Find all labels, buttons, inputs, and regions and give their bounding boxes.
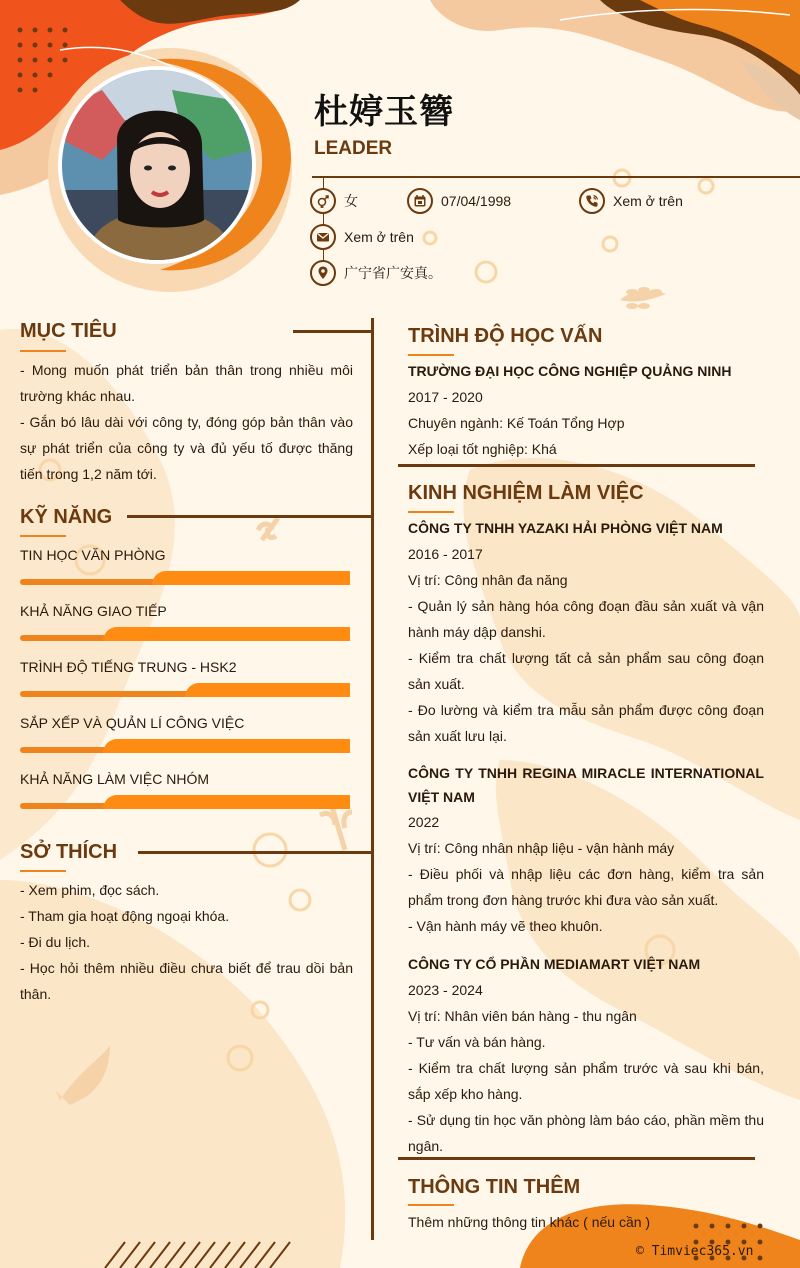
column-divider [371, 318, 374, 1240]
school-name: TRƯỜNG ĐẠI HỌC CÔNG NGHIỆP QUẢNG NINH [408, 363, 732, 379]
extra-title: THÔNG TIN THÊM [408, 1176, 581, 1198]
candidate-name: 杜婷玉簪 [314, 92, 454, 132]
skill-label: KHẢ NĂNG GIAO TIẾP [20, 603, 167, 619]
birthday-value: 07/04/1998 [441, 193, 512, 209]
education-grade: Xếp loại tốt nghiệp: Khá [408, 441, 557, 457]
skill-bar [20, 683, 350, 697]
education-underline [408, 354, 454, 356]
candidate-role: LEADER [314, 138, 393, 159]
info-birthday [407, 188, 511, 214]
hobby-line: - Học hỏi thêm nhiều điều chưa biết để trau dồi bản thân. [20, 960, 353, 1002]
job-line: - Tư vấn và bán hàng. [408, 1034, 546, 1050]
objective-line: - Gắn bó lâu dài với công ty, đóng góp bản thân vào sự phát triển của công ty và đủ yếu tố được thăng tiến trong 1,2 năm tới. [20, 414, 353, 482]
job-line: - Kiểm tra chất lượng tất cả sản phẩm sau công đoạn sản xuất. [408, 650, 764, 692]
info-address [310, 260, 442, 286]
job-years: 2016 - 2017 [408, 546, 483, 562]
hobbies-text [20, 877, 353, 1007]
skill-label: SẮP XẾP VÀ QUẢN LÍ CÔNG VIỆC [20, 715, 245, 731]
job-company: CÔNG TY CỔ PHẦN MEDIAMART VIỆT NAM [408, 956, 701, 972]
job-years: 2022 [408, 814, 440, 830]
email-value: Xem ở trên [344, 229, 414, 245]
experience-text [408, 515, 764, 1159]
skill-bar [20, 739, 350, 753]
skill-bar [20, 627, 350, 641]
hobby-line: - Đi du lịch. [20, 934, 91, 950]
address-value: 广宁省广安真。 [344, 265, 442, 281]
objective-line: - Mong muốn phát triển bản thân trong nhiều môi trường khác nhau. [20, 362, 353, 404]
job-line: - Vận hành máy vẽ theo khuôn. [408, 918, 603, 934]
info-gender [310, 188, 358, 214]
job-line: - Kiểm tra chất lượng sản phẩm trước và sau khi bán, sắp xếp kho hàng. [408, 1060, 764, 1102]
objective-title: MỤC TIÊU [20, 320, 117, 342]
hobbies-rule [138, 851, 373, 854]
job-company: CÔNG TY TNHH REGINA MIRACLE INTERNATIONAL VIỆT NAM [408, 765, 764, 805]
experience-rule [398, 1157, 755, 1160]
hobbies-title: SỞ THÍCH [20, 841, 118, 863]
skills-underline [20, 535, 66, 537]
skill-bar [20, 795, 350, 809]
skill-label: TRÌNH ĐỘ TIẾNG TRUNG - HSK2 [20, 659, 237, 675]
hobbies-underline [20, 870, 66, 872]
education-title: TRÌNH ĐỘ HỌC VẤN [408, 325, 603, 347]
info-phone [579, 188, 683, 214]
skills-rule [127, 515, 373, 518]
skill-label: TIN HỌC VĂN PHÒNG [20, 547, 166, 563]
footer-brand: © Timviec365.vn [636, 1244, 754, 1259]
phone-value: Xem ở trên [613, 193, 683, 209]
gender-icon [310, 188, 336, 214]
experience-title: KINH NGHIỆM LÀM VIỆC [408, 482, 644, 504]
hobby-line: - Xem phim, đọc sách. [20, 882, 160, 898]
job-years: 2023 - 2024 [408, 982, 483, 998]
job-company: CÔNG TY TNHH YAZAKI HẢI PHÒNG VIỆT NAM [408, 520, 723, 536]
job-line: - Quản lý sản hàng hóa công đoạn đầu sản xuất và vận hành máy dập danshi. [408, 598, 764, 640]
experience-underline [408, 511, 454, 513]
job-line: Vị trí: Nhân viên bán hàng - thu ngân [408, 1008, 637, 1024]
objective-text [20, 357, 353, 487]
job-line: Vị trí: Công nhân đa năng [408, 572, 568, 588]
skills-title: KỸ NĂNG [20, 506, 113, 528]
gender-value: 女 [344, 193, 358, 209]
job-line: - Đo lường và kiểm tra mẫu sản phẩm được công đoạn sản xuất lưu lại. [408, 702, 764, 744]
education-years: 2017 - 2020 [408, 389, 483, 405]
education-rule [398, 464, 755, 467]
skill-bar [20, 571, 350, 585]
education-major: Chuyên ngành: Kế Toán Tổng Hợp [408, 415, 625, 431]
objective-rule [293, 330, 373, 333]
extra-text: Thêm những thông tin khác ( nếu cần ) [408, 1214, 651, 1230]
job-line: Vị trí: Công nhân nhập liệu - vận hành máy [408, 840, 675, 856]
phone-icon [579, 188, 605, 214]
hobby-line: - Tham gia hoạt động ngoại khóa. [20, 908, 230, 924]
location-pin-icon [310, 260, 336, 286]
job-line: - Sử dụng tin học văn phòng làm báo cáo, phần mềm thu ngân. [408, 1112, 764, 1154]
calendar-icon [407, 188, 433, 214]
skill-label: KHẢ NĂNG LÀM VIỆC NHÓM [20, 771, 210, 787]
extra-underline [408, 1204, 454, 1206]
job-line: - Điều phối và nhập liệu các đơn hàng, kiểm tra sản phẩm trong đơn hàng trước khi đưa vào sản xuất. [408, 866, 764, 908]
info-email [310, 224, 414, 250]
email-icon [310, 224, 336, 250]
profile-photo [58, 66, 256, 264]
education-text [408, 358, 764, 462]
portrait-image [62, 70, 252, 260]
header-divider [312, 176, 800, 178]
objective-underline [20, 350, 66, 352]
